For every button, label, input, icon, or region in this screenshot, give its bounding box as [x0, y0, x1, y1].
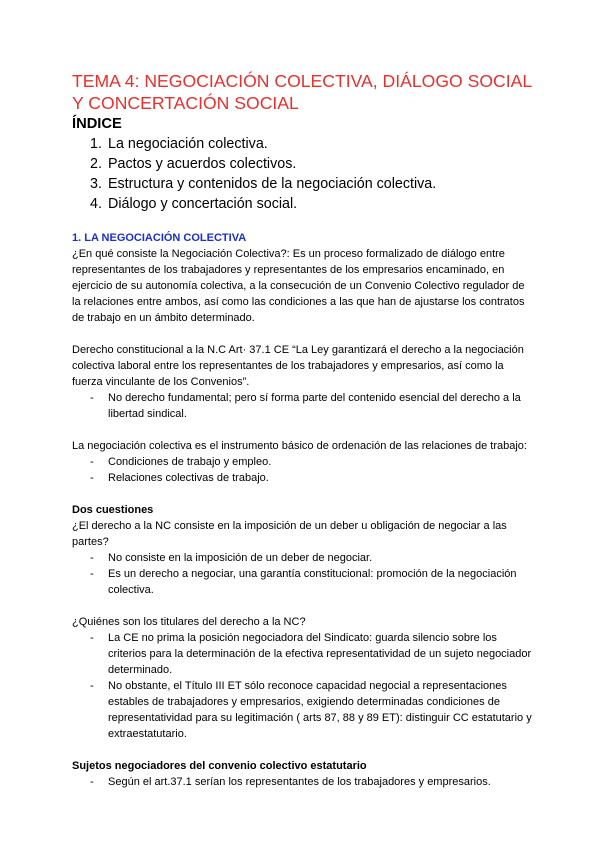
- document-page: [72, 70, 532, 790]
- paragraph-instrument: La negociación colectiva es el instrumento básico de ordenación de las relaciones de trabajo:: [72, 440, 527, 452]
- bullet-list: [72, 630, 532, 742]
- question-2: ¿Quiénes son los titulares del derecho a la NC?: [72, 616, 306, 628]
- index-list: [72, 134, 532, 214]
- bullet-list: [72, 774, 532, 790]
- paragraph-definition: ¿En qué consiste la Negociación Colectiva?: Es un proceso formalizado de diálogo entre representantes de los trabajadores y representantes de los empresarios encaminado, en ejercicio de su autonomía colectiva, a la consecución de un Convenio Colectivo regulador de la relaciones entre ambos, así como las condiciones a las que han de ajustarse los contratos de trabajo en un ámbito determinado.: [72, 248, 525, 324]
- section-heading: 1. LA NEGOCIACIÓN COLECTIVA: [72, 232, 247, 244]
- document-title: TEMA 4: NEGOCIACIÓN COLECTIVA, DIÁLOGO SOCIAL Y CONCERTACIÓN SOCIAL: [72, 71, 532, 113]
- index-item: 3. Estructura y contenidos de la negociación colectiva.: [90, 176, 437, 192]
- bullet-item: - Relaciones colectivas de trabajo.: [90, 472, 269, 484]
- bullet-item: - Condiciones de trabajo y empleo.: [90, 456, 272, 468]
- question-1: ¿El derecho a la NC consiste en la imposición de un deber u obligación de negociar a las partes?: [72, 520, 507, 548]
- bullet-item: - Es un derecho a negociar, una garantía constitucional: promoción de la negociación colectiva.: [90, 568, 517, 596]
- bullet-item: - La CE no prima la posición negociadora del Sindicato: guarda silencio sobre los criterios para la determinación de la efectiva representatividad de un sujeto negociador determinado.: [90, 632, 532, 676]
- paragraph-constitutional-right: Derecho constitucional a la N.C Art· 37.1 CE “La Ley garantizará el derecho a la negociación colectiva laboral entre los representantes de los trabajadores y empresarios, así como la fuerza vinculante de los Convenios”.: [72, 344, 524, 388]
- bullet-item: - Según el art.37.1 serían los representantes de los trabajadores y empresarios.: [90, 776, 491, 788]
- bullet-list: [72, 454, 532, 486]
- bullet-list: [72, 550, 532, 598]
- index-heading: ÍNDICE: [72, 116, 122, 132]
- bullet-item: - No obstante, el Título III ET sólo reconoce capacidad negocial a representaciones estables de trabajadores y empresarios, exigiendo determinadas condiciones de representatividad para su legitimación ( arts 87, 88 y 89 ET): distinguir CC estatutario y extraestatutario.: [90, 680, 532, 740]
- subheading-sujetos: Sujetos negociadores del convenio colectivo estatutario: [72, 760, 367, 772]
- bullet-item: - No consiste en la imposición de un deber de negociar.: [90, 552, 373, 564]
- index-item: 1. La negociación colectiva.: [90, 136, 268, 152]
- bullet-list: [72, 390, 532, 422]
- index-item: 2. Pactos y acuerdos colectivos.: [90, 156, 297, 172]
- subheading-dos-cuestiones: Dos cuestiones: [72, 504, 154, 516]
- index-item: 4. Diálogo y concertación social.: [90, 196, 298, 212]
- bullet-item: - No derecho fundamental; pero sí forma parte del contenido esencial del derecho a la libertad sindical.: [90, 392, 521, 420]
